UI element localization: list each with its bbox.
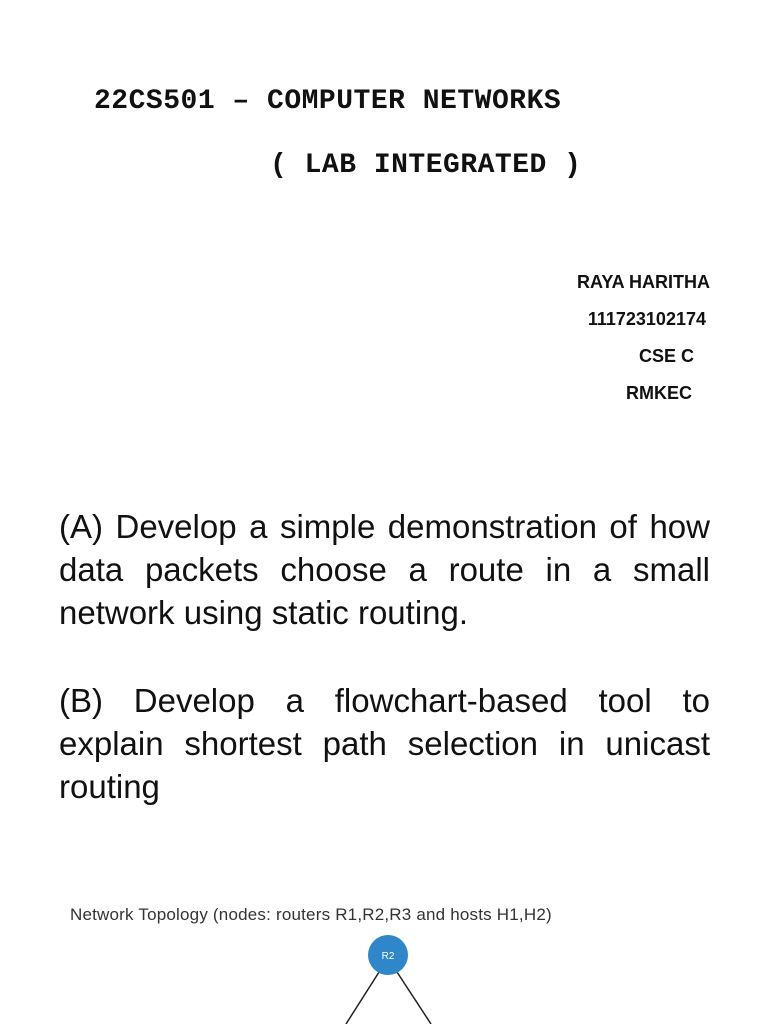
task-a-description: (A) Develop a simple demonstration of how data packets choose a route in a small network using static routing. bbox=[59, 508, 710, 631]
topology-caption: Network Topology (nodes: routers R1,R2,R3 and hosts H1,H2) bbox=[70, 905, 552, 924]
course-subtitle: ( LAB INTEGRATED ) bbox=[270, 150, 582, 181]
topology-node-r2-label: R2 bbox=[381, 951, 395, 962]
author-roll-number: 111723102174 bbox=[587, 309, 706, 329]
network-topology-diagram bbox=[0, 930, 768, 1024]
topology-link-r2-right bbox=[395, 969, 431, 1024]
author-name: RAYA HARITHA bbox=[576, 272, 710, 292]
task-b-description: (B) Develop a flowchart-based tool to explain shortest path selection in unicast routing bbox=[59, 682, 710, 805]
author-department: CSE C bbox=[638, 346, 694, 366]
author-college: RMKEC bbox=[626, 383, 692, 403]
author-block bbox=[577, 264, 710, 412]
course-title: 22CS501 – COMPUTER NETWORKS bbox=[94, 86, 562, 117]
topology-link-r2-left bbox=[346, 969, 381, 1024]
